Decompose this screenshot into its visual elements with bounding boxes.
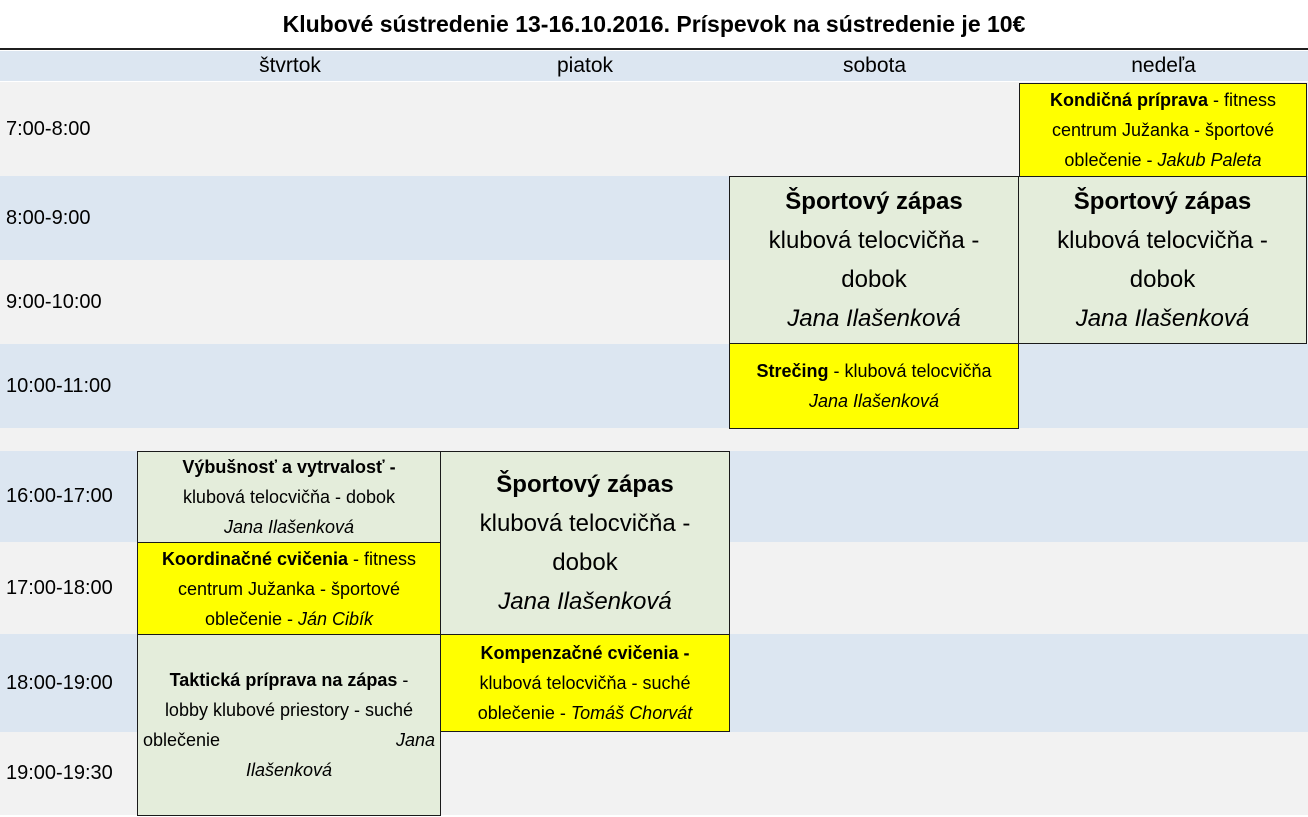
event-line: [162, 544, 416, 574]
event-vybusnost-vytrvalost[interactable]: [137, 451, 441, 543]
day-header-sunday: nedeľa: [1131, 54, 1196, 77]
event-name: Strečing: [756, 361, 829, 381]
time-label: 8:00-9:00: [6, 206, 91, 229]
event-text: - fitness: [1208, 90, 1277, 110]
time-label: 19:00-19:30: [6, 762, 113, 784]
event-place: centrum Južanka - športové: [177, 578, 401, 599]
time-label: 10:00-11:00: [6, 374, 112, 397]
event-trainer: Jana Ilašenková: [223, 517, 355, 537]
event-text: oblečenie: [143, 730, 221, 750]
event-koordinacne-cvicenia[interactable]: [137, 542, 441, 635]
event-place: dobok: [841, 266, 907, 293]
event-kompenzacne-cvicenia[interactable]: [440, 634, 730, 732]
event-trainer: Jakub Paleta: [1157, 150, 1262, 170]
gap-band: [0, 428, 1308, 451]
event-sportovy-zapas-nedela[interactable]: [1018, 176, 1307, 344]
event-line: [478, 698, 692, 728]
day-header-friday: piatok: [556, 54, 614, 77]
event-text: -: [678, 643, 690, 663]
event-line: [756, 356, 991, 386]
event-takticka-priprava[interactable]: [137, 634, 441, 816]
event-trainer: Jana Ilašenková: [498, 588, 672, 615]
event-place: klubová telocvičňa - suché: [479, 673, 691, 693]
event-line: [143, 725, 435, 755]
event-name: Športový zápas: [785, 188, 963, 215]
event-trainer: Jana Ilašenková: [808, 391, 940, 411]
event-text: oblečenie -: [1064, 150, 1158, 170]
event-line: [205, 604, 373, 634]
event-place: klubová telocvičňa -: [1057, 227, 1268, 254]
event-text: oblečenie -: [204, 608, 298, 629]
event-line: [480, 638, 689, 668]
event-line: [170, 665, 409, 695]
event-line: [182, 452, 395, 482]
time-label: 18:00-19:00: [6, 671, 113, 694]
event-place: dobok: [552, 549, 618, 576]
event-text: oblečenie -: [477, 703, 571, 723]
event-trainer: Jana: [395, 730, 435, 750]
event-trainer: Jana Ilašenková: [787, 305, 961, 332]
day-header-thursday: štvrtok: [259, 54, 321, 77]
event-line: [1064, 145, 1261, 175]
event-line: [1050, 85, 1276, 115]
event-strecing[interactable]: [729, 343, 1019, 429]
event-name: Kondičná príprava: [1049, 90, 1208, 110]
row-band: [0, 344, 1308, 428]
event-name: Taktická príprava na zápas: [169, 670, 398, 690]
event-name: Športový zápas: [1073, 188, 1252, 215]
event-name: Kompenzačné cvičenia: [480, 643, 679, 663]
time-label: 16:00-17:00: [6, 485, 113, 507]
event-place: klubová telocvičňa - dobok: [182, 487, 396, 507]
event-name: Výbušnosť a vytrvalosť: [182, 457, 385, 477]
time-label: 9:00-10:00: [6, 290, 102, 313]
event-place: lobby klubové priestory - suché: [164, 700, 414, 720]
event-text: -: [397, 670, 409, 690]
event-trainer: Ilašenková: [245, 760, 333, 780]
event-place: klubová telocvičňa -: [479, 510, 691, 537]
event-place: klubová telocvičňa -: [768, 227, 980, 254]
event-text: -: [384, 457, 396, 477]
event-text: - klubová telocvičňa: [828, 361, 992, 381]
event-name: Koordinačné cvičenia: [161, 548, 349, 569]
event-trainer: Tomáš Chorvát: [570, 703, 693, 723]
event-trainer: Ján Cibík: [298, 608, 374, 629]
event-trainer: Jana Ilašenková: [1075, 305, 1250, 332]
event-place: centrum Južanka - športové: [1051, 120, 1275, 140]
page-title: Klubové sústredenie 13-16.10.2016. Príspevok na sústredenie je 10€: [0, 0, 1308, 50]
day-header-saturday: sobota: [842, 54, 907, 77]
event-place: dobok: [1129, 266, 1196, 293]
time-label: 17:00-18:00: [6, 576, 113, 599]
event-kondicna-priprava[interactable]: [1019, 83, 1307, 177]
event-sportovy-zapas-piatok[interactable]: [440, 451, 730, 635]
event-name: Športový zápas: [496, 471, 674, 498]
time-label: 7:00-8:00: [6, 117, 91, 140]
event-text: - fitness: [348, 548, 417, 569]
event-sportovy-zapas-sobota[interactable]: [729, 176, 1019, 344]
